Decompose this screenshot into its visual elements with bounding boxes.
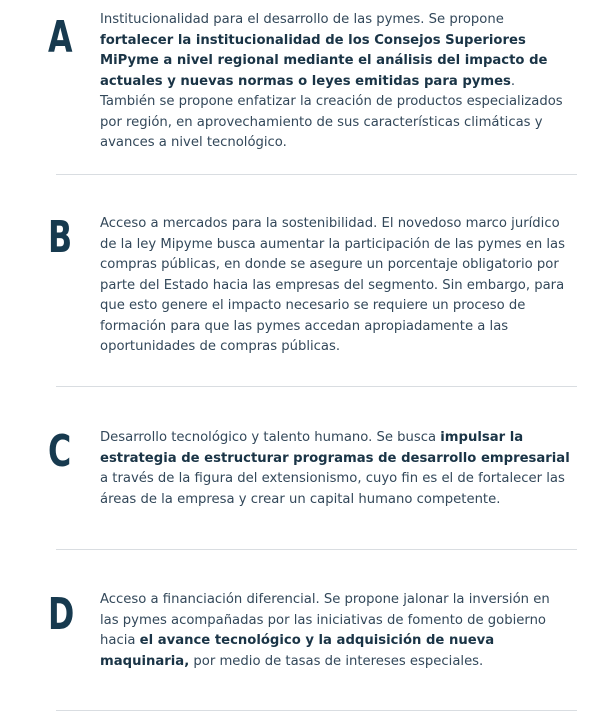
section-d-text-bold: el avance tecnológico y la adquisición de nueva maquinaria,: [100, 633, 495, 669]
divider: [56, 549, 577, 550]
section-c-text-bold: impulsar la estrategia de estructurar programas de desarrollo empresarial: [100, 430, 570, 466]
divider: [56, 710, 577, 711]
section-d-text-part: Acceso a financiación diferencial. Se propone jalonar la inversión en las pymes acompañadas por las iniciativas de fomento de gobierno hacia: [100, 592, 550, 648]
section-letter-a: A: [48, 12, 72, 63]
section-letter-d: D: [48, 589, 74, 640]
section-a-text-bold: fortalecer la institucionalidad de los Consejos Superiores MiPyme a nivel regional mediante el análisis del impacto de actuales y nuevas normas o leyes emitidas para pymes: [100, 32, 548, 89]
section-c-text: [100, 428, 572, 510]
section-letter-c: C: [48, 426, 71, 477]
section-a-text-part: . También se propone enfatizar la creación de productos especializados por región, en aprovechamiento de sus características climáticas y avances a nivel tecnológico.: [100, 73, 563, 150]
divider: [56, 386, 577, 387]
section-a-text-part: Institucionalidad para el desarrollo de las pymes. Se propone: [100, 12, 504, 27]
section-c-text-part: a través de la figura del extensionismo, cuyo fin es el de fortalecer las áreas de la empresa y crear un capital humano competente.: [100, 471, 565, 507]
section-d-text: [100, 590, 572, 672]
section-b-text-part: Acceso a mercados para la sostenibilidad. El novedoso marco jurídico de la ley Mipyme busca aumentar la participación de las pymes en las compras públicas, en donde se asegure un porcentaje obligatorio por parte del Estado hacia las empresas del segmento. Sin embargo, para que esto genere el impacto necesario se requiere un proceso de formación para que las pymes accedan apropiadamente a las oportunidades de compras públicas.: [100, 216, 566, 354]
section-b-text: [100, 214, 572, 358]
section-a-text: [100, 10, 572, 154]
divider: [56, 174, 577, 175]
section-letter-b: B: [48, 212, 72, 263]
section-c-text-part: Desarrollo tecnológico y talento humano. Se busca: [100, 430, 441, 445]
section-d-text-part: por medio de tasas de intereses especiales.: [189, 653, 484, 669]
